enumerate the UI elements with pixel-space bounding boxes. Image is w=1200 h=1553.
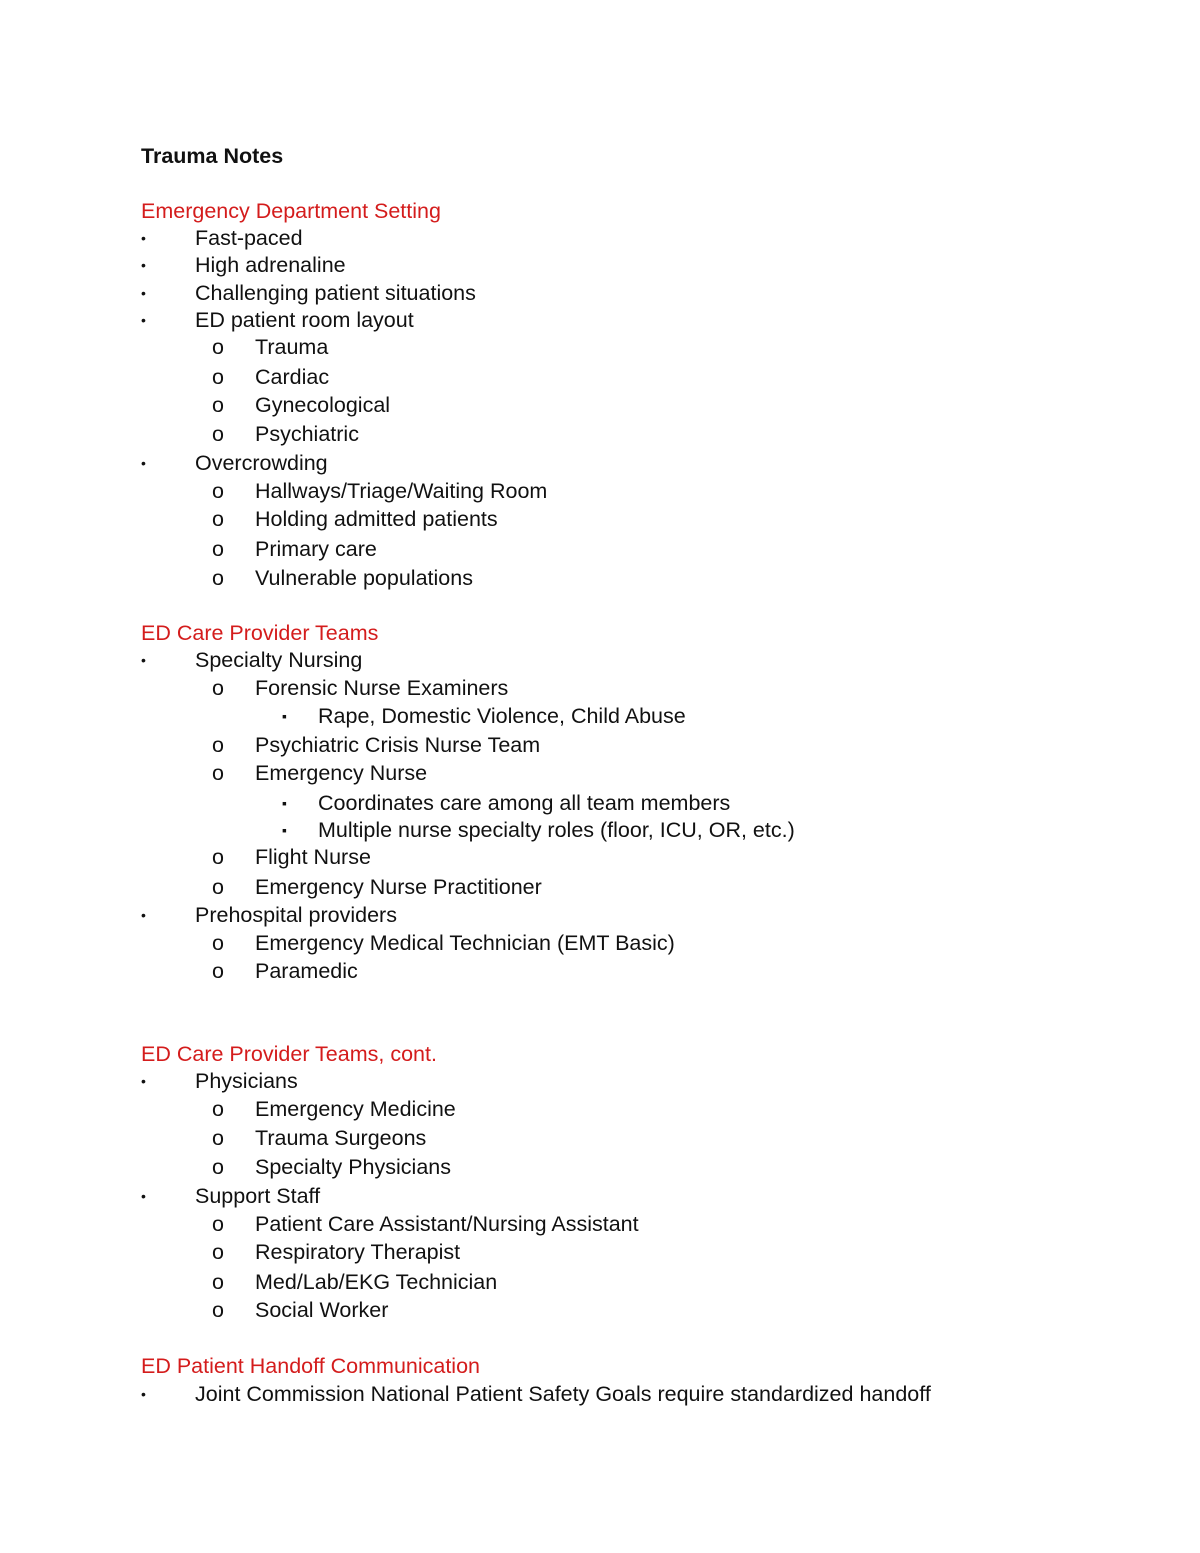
circle-marker: o (212, 422, 224, 446)
list-item-text: Specialty Physicians (255, 1155, 451, 1179)
list-item-text: Trauma (255, 335, 329, 359)
list-item-text: Forensic Nurse Examiners (255, 676, 509, 700)
circle-marker: o (212, 931, 224, 955)
list-item-text: Cardiac (255, 365, 330, 389)
bullet-marker: • (141, 230, 146, 246)
list-item-text: Prehospital providers (195, 903, 397, 927)
circle-marker: o (212, 335, 224, 359)
list-item-text: Physicians (195, 1069, 298, 1093)
list-item-text: Paramedic (255, 959, 358, 983)
list-item-text: Multiple nurse specialty roles (floor, ICU, OR, etc.) (318, 818, 795, 842)
circle-marker: o (212, 393, 224, 417)
list-item-text: Coordinates care among all team members (318, 791, 731, 815)
circle-marker: o (212, 365, 224, 389)
square-marker: ▪ (282, 708, 287, 724)
list-item-text: Specialty Nursing (195, 648, 363, 672)
list-item-text: Psychiatric (255, 422, 359, 446)
bullet-marker: • (141, 257, 146, 273)
list-item-text: Support Staff (195, 1184, 321, 1208)
circle-marker: o (212, 1212, 224, 1236)
list-item-text: Fast-paced (195, 226, 303, 250)
section-heading: ED Care Provider Teams, cont. (141, 1042, 437, 1066)
list-item-text: Overcrowding (195, 451, 328, 475)
circle-marker: o (212, 761, 224, 785)
bullet-marker: • (141, 1073, 146, 1089)
bullet-marker: • (141, 312, 146, 328)
list-item-text: Social Worker (255, 1298, 389, 1322)
circle-marker: o (212, 1126, 224, 1150)
list-item-text: Vulnerable populations (255, 566, 473, 590)
section-heading: ED Care Provider Teams (141, 621, 379, 645)
circle-marker: o (212, 845, 224, 869)
circle-marker: o (212, 507, 224, 531)
bullet-marker: • (141, 455, 146, 471)
document-title: Trauma Notes (141, 144, 284, 168)
list-item-text: Emergency Medicine (255, 1097, 456, 1121)
section-heading: Emergency Department Setting (141, 199, 441, 223)
circle-marker: o (212, 566, 224, 590)
circle-marker: o (212, 1298, 224, 1322)
bullet-marker: • (141, 652, 146, 668)
circle-marker: o (212, 537, 224, 561)
square-marker: ▪ (282, 822, 287, 838)
list-item-text: Primary care (255, 537, 377, 561)
square-marker: ▪ (282, 795, 287, 811)
list-item-text: Rape, Domestic Violence, Child Abuse (318, 704, 686, 728)
bullet-marker: • (141, 907, 146, 923)
circle-marker: o (212, 1097, 224, 1121)
list-item-text: Trauma Surgeons (255, 1126, 427, 1150)
list-item-text: Hallways/Triage/Waiting Room (255, 479, 548, 503)
circle-marker: o (212, 676, 224, 700)
circle-marker: o (212, 875, 224, 899)
bullet-marker: • (141, 1386, 146, 1402)
circle-marker: o (212, 479, 224, 503)
list-item-text: Respiratory Therapist (255, 1240, 461, 1264)
list-item-text: High adrenaline (195, 253, 346, 277)
list-item-text: Emergency Nurse Practitioner (255, 875, 542, 899)
bullet-marker: • (141, 285, 146, 301)
section-heading: ED Patient Handoff Communication (141, 1354, 481, 1378)
list-item-text: Gynecological (255, 393, 391, 417)
bullet-marker: • (141, 1188, 146, 1204)
list-item-text: Holding admitted patients (255, 507, 498, 531)
circle-marker: o (212, 959, 224, 983)
list-item-text: Flight Nurse (255, 845, 371, 869)
circle-marker: o (212, 733, 224, 757)
list-item-text: Emergency Medical Technician (EMT Basic) (255, 931, 675, 955)
list-item-text: Challenging patient situations (195, 281, 476, 305)
list-item-text: Joint Commission National Patient Safety Goals require standardized handoff (195, 1382, 931, 1406)
circle-marker: o (212, 1240, 224, 1264)
circle-marker: o (212, 1270, 224, 1294)
list-item-text: ED patient room layout (195, 308, 414, 332)
list-item-text: Med/Lab/EKG Technician (255, 1270, 498, 1294)
circle-marker: o (212, 1155, 224, 1179)
list-item-text: Patient Care Assistant/Nursing Assistant (255, 1212, 639, 1236)
list-item-text: Psychiatric Crisis Nurse Team (255, 733, 541, 757)
list-item-text: Emergency Nurse (255, 761, 428, 785)
